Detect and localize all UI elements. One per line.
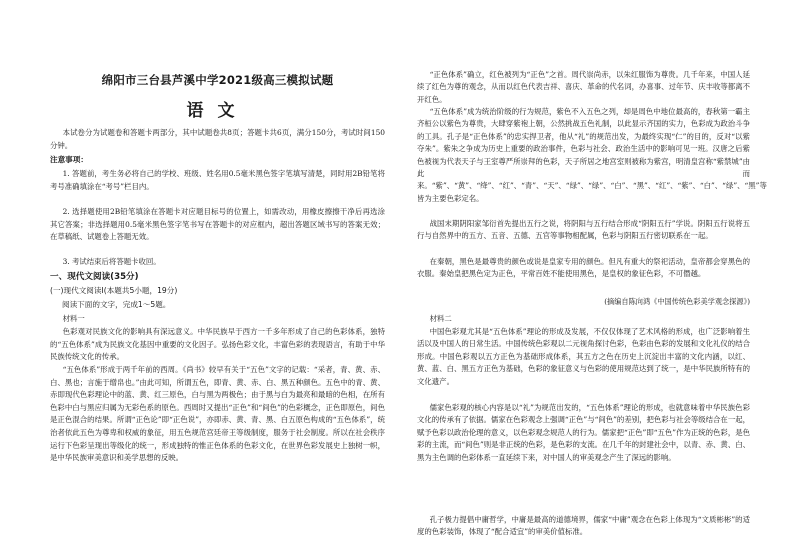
material-paragraph: 色彩观对民族文化的影响具有深远意义。中华民族早于西方一千多年形成了自己的色彩体系，独特的“五色体系”成为民族文化基因中重要的文化因子。弘扬色彩文化，丰富色彩的表现语言，有助于中华民族传统文化的传承。 <box>50 327 385 362</box>
subsection-heading: (一)现代文阅读I(本题共5小题，19分) <box>50 286 178 295</box>
article-paragraph: “正色体系”确立，红色被列为“正色”之首。周代崇尚赤，以朱红服饰为尊贵。几千年来，中国人延续了红色为尊的观念，从而以红色代表吉祥、喜庆、革命的代名词，办喜事、过年节、庆丰收等都离不开红色。 <box>417 70 750 104</box>
notice-item: 2. 选择题使用2B铅笔填涂在答题卡对应题目标号的位置上，如需改动，用橡皮擦擦干净后再选涂其它答案；非选择题用0.5毫米黑色签字笔书写在答题卡的对应框内，超出答题区域书写的答案无效；在草稿纸、试题卷上答题无效。 <box>50 207 385 242</box>
article-paragraph: “五色体系”成为统治阶级的行为规范，紫色不入五色之列，却是周色中地位最高的，春秋第一霸主齐桓公以紫色为尊贵，大肆穿紫袍上朝，公然挑战五色礼制，以此显示齐国的实力，色彩成为政治斗争的工具。孔子是“正色体系”的忠实捍卫者，他从“礼”的规范出发，为最终实现“仁”的目的，反对“以紫夺朱”。紫朱之争成为历史上重要的政治事件，色彩与社会、政治生活中的影响可见一班。汉唐之后紫色被视为代表天子与王室尊严所崇拜的色彩，天子所居之地宫室则被称为紫宫，明清皇宫称“紫禁城”由此而来。“紫”、“黄”、“绛”、“红”、“青”、“天”、“绿”、“绿”、“白”、“黑”、“红”、“紫”、“白”、“绿”、“黑”等皆为主要色彩定名。 <box>417 107 767 203</box>
material-paragraph: “五色体系”形成于两千年前的西周。《尚书》较早有关于“五色”文字的记载：“采者，青、黄、赤、白、黑也；言施于缯帛也。”由此可知，所谓五色，即青、黄、赤、白、黑五种颜色。五色中的青、黄、赤即现代色彩理论中的蓝、黄、红三原色，白与黑为两极色；由于黑与白为最亮和最暗的色相，在所有色彩中白与黑应归属为无彩色系的原色。西周时又提出“正色”和“间色”的色彩概念，正色即原色，间色是正色混合的结果。所谓“正色论”即“正色说”，亦即赤、黄、青、黑、白五原色构成的“五色体系”，统治者依此五色为尊卑和权威的象征，用五色规范宫廷帝王等级制度，服务于社会制度。所以在社会秩序运行下色彩呈现出等级化的统一，形成独特的惟正色体系的色彩文化，在世界色彩发展史上独树一帜，是中华民族审美意识和美学思想的反映。 <box>50 365 385 463</box>
article-paragraph: 中国色彩观尤其是“五色体系”理论的形成及发展，不仅仅体现了艺术风格的形成，也广泛影响着生活以及中国人的日常生活。中国传统色彩观以二元视角探讨色彩，色彩由色彩的发展和文化礼仪的结合形成。中国色彩观以五方正色为基础形成体系，其五方之色在历史上沉淀出丰富的文化内涵，以红、黄、蓝、白、黑五方正色为基础，色彩的象征意义与色彩的使用规范达到了统一，是中华民族所特有的文化遗产。 <box>417 327 750 386</box>
exam-title: 绵阳市三台县芦溪中学2021级高三模拟试题 <box>101 73 334 87</box>
notice-item: 1. 答题前，考生务必将自己的学校、班级、姓名用0.5毫米黑色签字笔填写清楚，同时用2B铅笔将考号准确填涂在“考号”栏目内。 <box>50 169 385 191</box>
intro-paragraph: 本试卷分为试题卷和答题卡两部分，其中试题卷共8页；答题卡共6页，满分150分，考试时间150分钟。 <box>50 128 385 150</box>
subject-title: 语文 <box>186 101 249 121</box>
notice-heading: 注意事项： <box>50 155 88 164</box>
section-heading: 一、现代文阅读(35分) <box>50 272 139 282</box>
article-paragraph: 儒家色彩观的核心内容是以“礼”为规范出发的，“五色体系”理论的形成，也就意味着中华民族色彩文化的传承有了依据。儒家在色彩观念上强调“正色”与“间色”的差别，把色彩与社会等级结合在一起，赋予色彩以政治伦理的意义，以色彩观念规范人的行为。儒家把“正色”即“五色”作为正统的色彩，是色彩的主流，而“间色”则是非正统的色彩，是色彩的支流。在几千年的封建社会中，以青、赤、黄、白、黑为主色调的色彩体系一直延续下来，对中国人的审美观念产生了深远的影响。 <box>417 403 750 462</box>
notice-item: 3. 考试结束后将答题卡收回。 <box>62 257 161 266</box>
article-paragraph: 战国末期阴阳家邹衍首先提出五行之说，将阴阳与五行结合形成“阴阳五行”学说。阴阳五行说将五行与自然界中的五方、五音、五德、五官等事物相配属，色彩与阴阳五行密切联系在一起。 <box>417 219 750 241</box>
article-paragraph: 在秦朝，黑色是最尊贵的颜色或说是皇家专用的颜色。但凡有重大的祭祀活动，皇帝都会穿黑色的衣服。秦始皇把黑色定为正色，平常百姓不能使用黑色，是皇权的象征色彩，不可僭越。 <box>417 257 750 279</box>
reading-instruction: 阅读下面的文字，完成1～5题。 <box>62 300 171 309</box>
material-one-label: 材料一 <box>62 314 85 323</box>
source-citation: (摘编自陈向鸿《中国传统色彩美学观念探源》) <box>604 297 750 306</box>
material-two-label: 材料二 <box>429 314 452 323</box>
article-paragraph: 孔子极力提倡中庸哲学，中庸是最高的道德境界，儒家“中庸”观念在色彩上体现为“文质彬彬”的适度的色彩装饰，体现了“配合适宜”的审美价值标准。 <box>417 515 750 537</box>
